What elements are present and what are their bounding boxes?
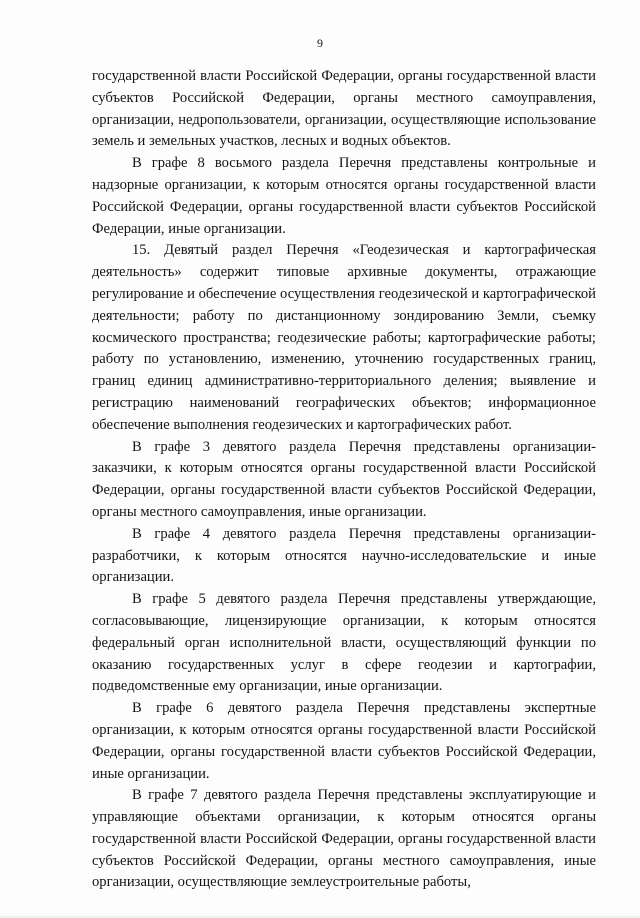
paragraph-column4: В графе 4 девятого раздела Перечня представлены организации-разработчики, к которым относятся научно-исследовательские и иные организации. — [92, 525, 596, 586]
paragraph-continuation: государственной власти Российской Федерации, органы государственной власти субъектов Российской Федерации, органы местного самоуправления, организации, недропользователи, организации, осуществляющие использование земель и земельных участков, лесных и водных объектов. — [92, 68, 596, 150]
body-text — [92, 66, 596, 894]
page-number: 9 — [317, 36, 323, 50]
paragraph-column3: В графе 3 девятого раздела Перечня представлены организации-заказчики, к которым относятся органы государственной власти Российской Федерации, органы государственной власти субъектов Российской Федерации, органы местного самоуправления, иные организации. — [92, 438, 596, 520]
paragraph-column6: В графе 6 девятого раздела Перечня представлены экспертные организации, к которым относятся органы государственной власти Российской Федерации, органы государственной власти субъектов Российской Федерации, иные организации. — [92, 700, 596, 782]
paragraph-section8-column8: В графе 8 восьмого раздела Перечня представлены контрольные и надзорные организации, к которым относятся органы государственной власти Российской Федерации, органы государственной власти субъектов Российской Федерации, иные организации. — [92, 155, 596, 237]
paragraph-item-15: 15. Девятый раздел Перечня «Геодезическая и картографическая деятельность» содержит типовые архивные документы, отражающие регулирование и обеспечение осуществления геодезической и картографической деятельности; работу по дистанционному зондированию Земли, съемку космического пространства; геодезические работы; картографические работы; работу по установлению, изменению, уточнению государственных границ, границ единиц административно-территориального деления; выявление и регистрацию наименований географических объектов; информационное обеспечение выполнения геодезических и картографических работ. — [92, 242, 596, 433]
paragraph-column7: В графе 7 девятого раздела Перечня представлены эксплуатирующие и управляющие объектами организации, к которым относятся органы государственной власти Российской Федерации, органы государственной власти субъектов Российской Федерации, органы местного самоуправления, иные организации, осуществляющие землеустроительные работы, — [92, 787, 596, 891]
paragraph-column5: В графе 5 девятого раздела Перечня представлены утверждающие, согласовывающие, лицензирующие организации, к которым относятся федеральный орган исполнительной власти, осуществляющий функции по оказанию государственных услуг в сфере геодезии и картографии, подведомственные ему организации, иные организации. — [92, 591, 596, 695]
